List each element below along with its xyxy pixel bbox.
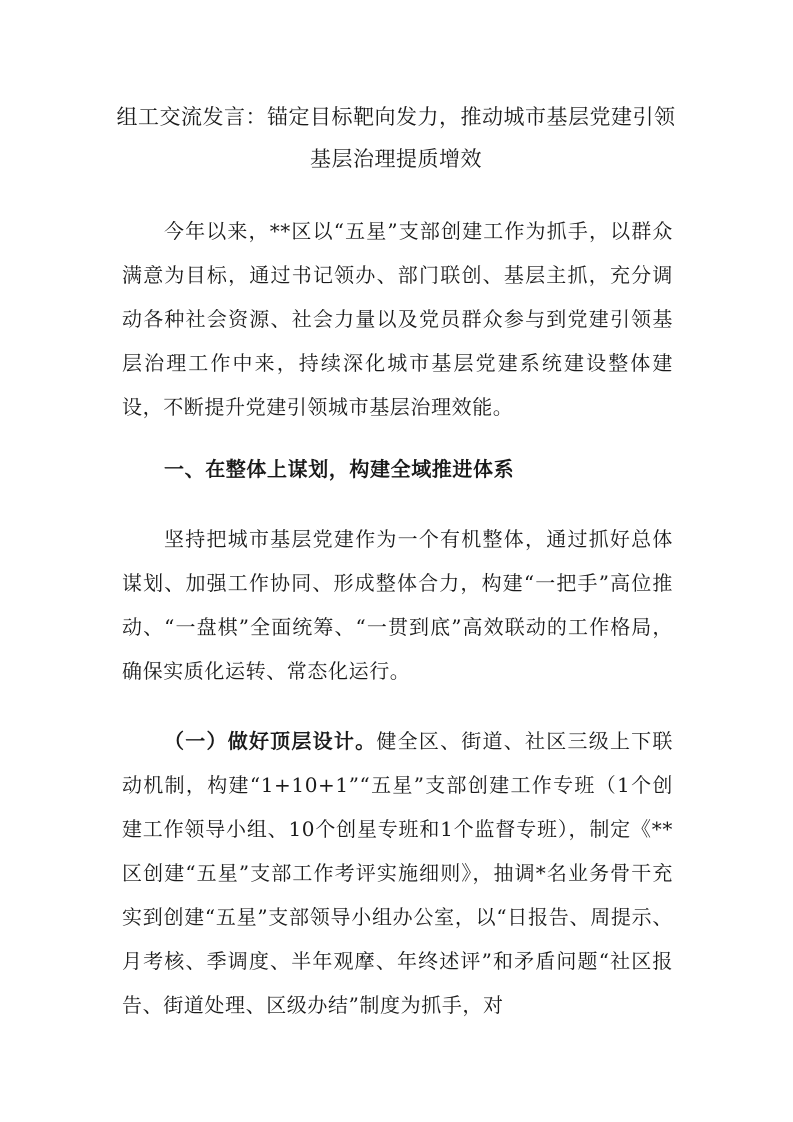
section-heading: 一、在整体上谋划，构建全域推进体系 <box>164 457 515 481</box>
subsection-text: 健全区、街道、社区三级上下联动机制，构建“1+10+1”“五星”支部创建工作专班（1个创建工作领导小组、10个创星专班和1个监督专班），制定《**区创建“五星”支部工作考评实施细则》，抽调*名业务骨干充实到创建“五星”支部领导小组办公室，以“日报告、周提示、月考核、季调度、半年观摩、年终述评”和矛盾问题“社区报告、街道处理、区级办结”制度为抓手，对 <box>122 729 674 1017</box>
document-title <box>110 96 682 180</box>
intro-paragraph: 今年以来，**区以“五星”支部创建工作为抓手，以群众满意为目标，通过书记领办、部门联创、基层主抓，充分调动各种社会资源、社会力量以及党员群众参与到党建引领基层治理工作中来，持续深化城市基层党建系统建设整体建设，不断提升党建引领城市基层治理效能。 <box>122 219 673 419</box>
subsection-paragraph <box>122 719 673 1027</box>
subsection-lead: （一）做好顶层设计。 <box>164 729 377 753</box>
section-paragraph: 坚持把城市基层党建作为一个有机整体，通过抓好总体谋划、加强工作协同、形成整体合力，构建“一把手”高位推动、“一盘棋”全面统筹、“一贯到底”高效联动的工作格局，确保实质化运转、常态化运行。 <box>122 527 673 683</box>
title-line-2: 基层治理提质增效 <box>310 147 482 171</box>
title-line-1: 组工交流发言：锚定目标靶向发力，推动城市基层党建引领 <box>116 105 676 129</box>
